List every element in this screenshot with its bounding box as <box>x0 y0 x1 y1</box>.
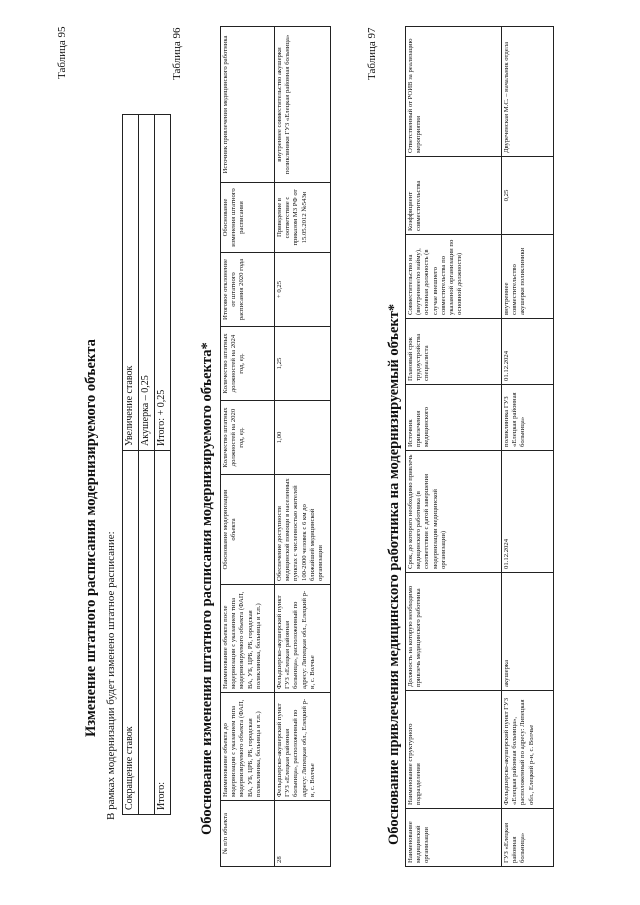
table96-row-cell: Приведение в соответствие с приказом МЗ РФ от 15.05.2012 №543н <box>275 183 331 253</box>
table96-header-row-cell: Количество штатных должностей на 2020 год, ед. <box>221 401 275 475</box>
table97-header-row-cell: Совместительство на (внутреннее/по найму), основная должность (в случае внешнего совместительства по указанной организации по основной должности) <box>406 235 502 319</box>
table96-header-row-cell: Количество штатных должностей на 2024 год, ед. <box>221 327 275 401</box>
table95-row-cell: Итого: <box>155 451 171 815</box>
table96-header-row-cell: № п/п объекта <box>221 801 275 867</box>
table95-row-cell: Итого: + 0,25 <box>155 115 171 451</box>
table96-row-cell: внутреннее совместительство акушерки поликлиники ГУЗ «Елецкая районная больница» <box>275 27 331 183</box>
table95-title: Изменение штатного расписания модернизируемого объекта <box>83 339 99 737</box>
table97-header-row-cell: Ответственный от РОИВ за реализацию мероприятия <box>406 27 502 157</box>
table96-row-cell: 1,25 <box>275 327 331 401</box>
table97-row-cell: 01.12.2024 <box>502 319 554 385</box>
table97-row-cell: акушерка <box>502 573 554 691</box>
table96-header-row-cell: Обоснование модернизации объекта <box>221 475 275 585</box>
table95 <box>122 114 171 815</box>
table97-row-cell: 0,25 <box>502 157 554 235</box>
table95-row-cell: Увеличение ставок <box>123 115 139 451</box>
table96-body <box>221 27 331 867</box>
table96-header-row-cell: Наименование объекта до модернизации с указанием типа модернизируемого объекта (ФАП, ВА, УБ, ЦРБ, РБ, городская поликлиника, больница и т.п.) <box>221 693 275 801</box>
table95-row <box>139 115 155 815</box>
table96-row-cell: Обеспечение доступности медицинской помощи в населенных пунктах с численностью жителей 100-2000 человек с 6 км до ближайшей медицинской организации <box>275 475 331 585</box>
table97-header-row <box>406 27 502 867</box>
table96-row-cell: 28 <box>275 801 331 867</box>
table97-row-cell: Двуреченская М.С. – начальник отдела <box>502 27 554 157</box>
table97-header-row-cell: Коэффициент совместительства <box>406 157 502 235</box>
table97-header-row-cell: Наименование структурного подразделения <box>406 691 502 809</box>
table95-row <box>123 115 139 815</box>
table97-title: Обоснование привлечения медицинского работника на модернизируемый объект* <box>386 303 402 845</box>
table97-row-cell: внутреннее совместительство акушерки поликлиники <box>502 235 554 319</box>
table96-row-cell: 1,00 <box>275 401 331 475</box>
table96-row-cell: Фельдшерско-акушерский пункт ГУЗ «Елецкая районная больница», расположенный по адресу: Липецкая обл., Елецкий р-н, с. Волчье <box>275 585 331 693</box>
table97-row-cell: 01.12.2024 <box>502 451 554 573</box>
table96-row <box>275 27 331 867</box>
table95-subtitle: В рамках модернизации будет изменено штатное расписание: <box>105 531 117 820</box>
table97-row <box>502 27 554 867</box>
table96-header-row-cell: Итоговое отклонение от штатного расписания 2020 года <box>221 253 275 327</box>
table95-caption: Таблица 95 <box>56 26 68 79</box>
table97-header-row-cell: Наименование медицинской организации <box>406 809 502 867</box>
table96-header-row <box>221 27 275 867</box>
table95-row <box>155 115 171 815</box>
table97 <box>405 26 554 867</box>
table96 <box>220 26 331 867</box>
table97-header-row-cell: Должность на которую необходимо привлечь медицинского работника <box>406 573 502 691</box>
table95-body <box>123 115 171 815</box>
table97-header-row-cell: Плановый срок трудоустройства специалиста <box>406 319 502 385</box>
table96-caption: Таблица 96 <box>171 27 183 80</box>
table97-header-row-cell: Срок, до которого необходимо привлечь медицинского работника (в соответствии с датой завершения модернизации медицинской организации) <box>406 451 502 573</box>
table97-body <box>406 27 554 867</box>
table95-row-cell: Сокращение ставок <box>123 451 139 815</box>
table96-row-cell: + 0,25 <box>275 253 331 327</box>
table97-row-cell: Фельдшерско-акушерский пункт ГУЗ «Елецкая районная больница», расположенный по адресу: Липецкая обл., Елецкий р-н, с. Волчье <box>502 691 554 809</box>
table97-row-cell: ГУЗ «Елецкая районная больница» <box>502 809 554 867</box>
table96-title: Обоснование изменения штатного расписания модернизируемого объекта* <box>199 342 215 835</box>
table97-header-row-cell: Источник привлечения медицинского <box>406 385 502 451</box>
table96-row-cell: Фельдшерско-акушерский пункт ГУЗ «Елецкая районная больница», расположенный по адресу: Липецкая обл., Елецкий р-н, с. Волчье <box>275 693 331 801</box>
table96-header-row-cell: Источник привлечения медицинского работника <box>221 27 275 183</box>
table95-row-cell: Акушерка – 0,25 <box>139 115 155 451</box>
table96-header-row-cell: Обоснование изменения штатного расписания <box>221 183 275 253</box>
table97-caption: Таблица 97 <box>366 27 378 80</box>
table96-header-row-cell: Наименование объекта после модернизации с указанием типа модернизируемого объекта (ФАП, ВА, УБ, ЦРБ, РБ, городская поликлиника, больница и т.п.) <box>221 585 275 693</box>
table97-row-cell: поликлиника ГУЗ «Елецкая районная больница» <box>502 385 554 451</box>
table95-row-cell <box>139 451 155 815</box>
